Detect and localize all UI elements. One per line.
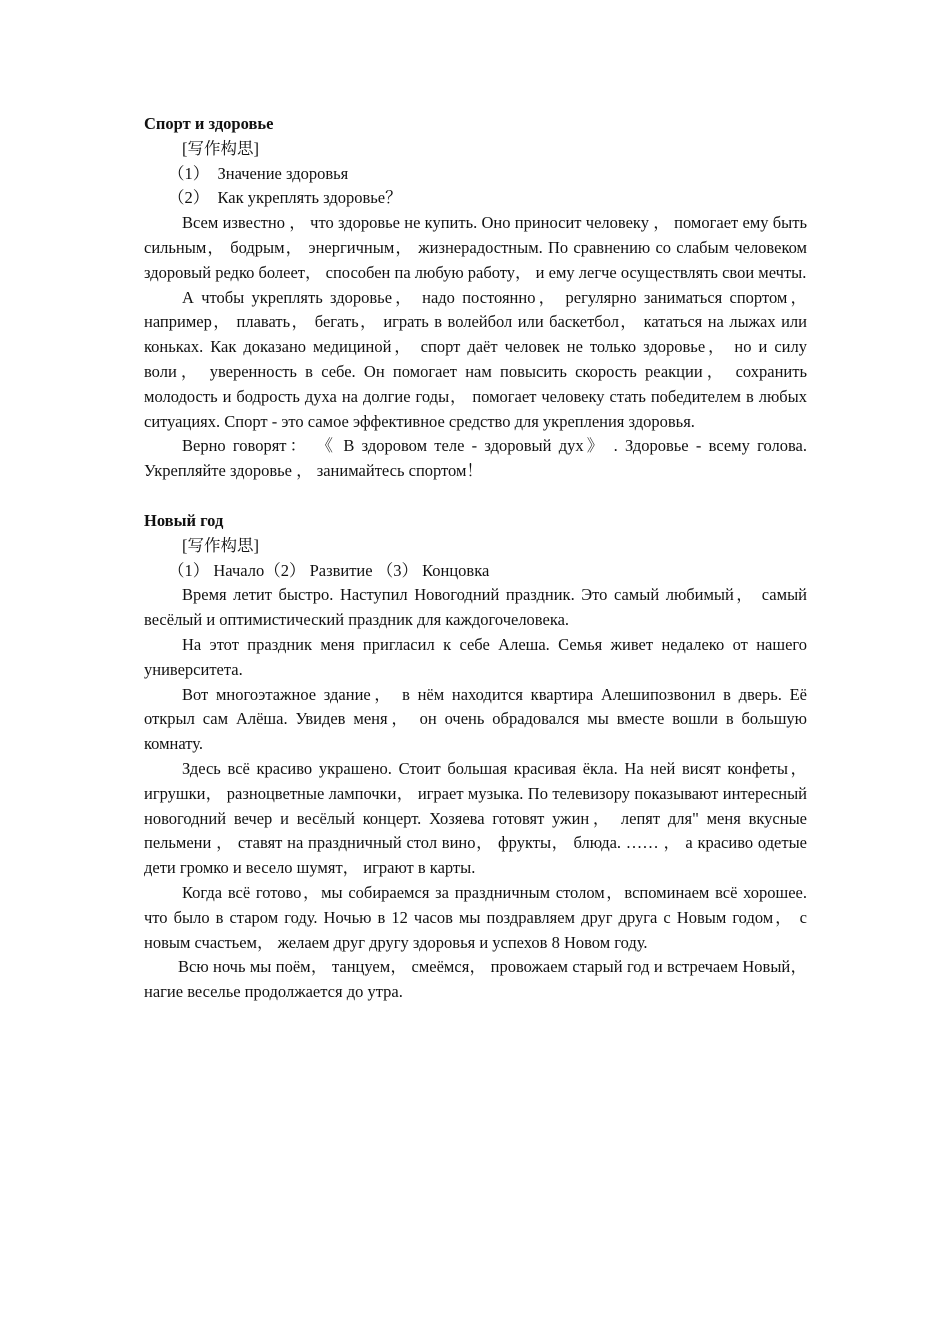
document-page — [144, 112, 807, 1005]
paragraph: А чтобы укреплять здоровье， надо постоянно， регулярно заниматься спортом， например， плавать， бегать， играть в волейбол или баскетбол， кататься на лыжах или коньках. Как доказано медициной， спорт даёт человек не только здоровье， но и силу воли， уверенность в себе. Он помогает нам повысить скорость реакции， сохранить молодость и бодрость духа на долгие годы， помогает человеку стать победителем в любых ситуациях. Спорт - это самое эффективное средство для укрепления здоровья. — [144, 287, 807, 431]
section-spacer — [144, 484, 807, 509]
paragraph: На этот праздник меня пригласил к себе Алеша. Семья живет недалеко от нашего университета. — [144, 634, 807, 679]
plan-label: [写作构思] — [182, 535, 259, 555]
plan-label: [写作构思] — [182, 138, 259, 158]
paragraph: Здесь всё красиво украшено. Стоит большая красивая ёкла. На ней висят конфеты， игрушки， разноцветные лампочки， играет музыка. По телевизору показывают интересный новогодний вечер и весёлый концерт. Хозяева готовят ужин， лепят для" меня вкусные пельмени ， ставят на праздничный стол вино， фрукты， блюда. …… ， а красиво одетые дети громко и весело шумят， играют в карты. — [144, 758, 807, 878]
section-title-new-year: Новый год — [144, 510, 224, 530]
plan-item: （1） Значение здоровья — [168, 163, 349, 183]
paragraph: Вот многоэтажное здание， в нём находится квартира Алешипозвонил в дверь. Её открыл сам Алёша. Увидев меня， он очень обрадовался мы вместе вошли в большую комнату. — [144, 684, 807, 754]
section-title-sport: Спорт и здоровье — [144, 114, 274, 133]
paragraph: Время летит быстро. Наступил Новогодний праздник. Это самый любимый， самый весёлый и оптимистический праздник для каждогочеловека. — [144, 585, 807, 630]
paragraph: Всю ночь мы поём， танцуем， смеёмся， провожаем старый год и встречаем Новый， нагие веселье продолжается до утра. — [144, 957, 807, 1002]
plan-item: （1） Начало（2） Развитие （3） Концовка — [168, 560, 490, 580]
paragraph: Когда всё готово，мы собираемся за праздничным столом，вспоминаем всё хорошее. что было в старом году. Ночью в 12 часов мы поздравляем друг друга с Новым годом， с новым счастьем， желаем друг другу здоровья и успехов 8 Новом году. — [144, 882, 807, 952]
paragraph: Верно говорят： 《 В здоровом теле - здоровый дух》 . Здоровье - всему голова. Укрепляйте здоровье ， занимайтесь спортом！ — [144, 436, 807, 481]
plan-item: （2） Как укреплять здоровье？ — [168, 188, 402, 208]
paragraph: Всем известно ， что здоровье не купить. Оно приносит человеку ， помогает ему быть сильным， бодрым， энергичным， жизнерадостным. По сравнению со слабым человеком здоровый редко болеет， способен па любую работу， и ему легче осуществлять свои мечты. — [144, 213, 807, 282]
